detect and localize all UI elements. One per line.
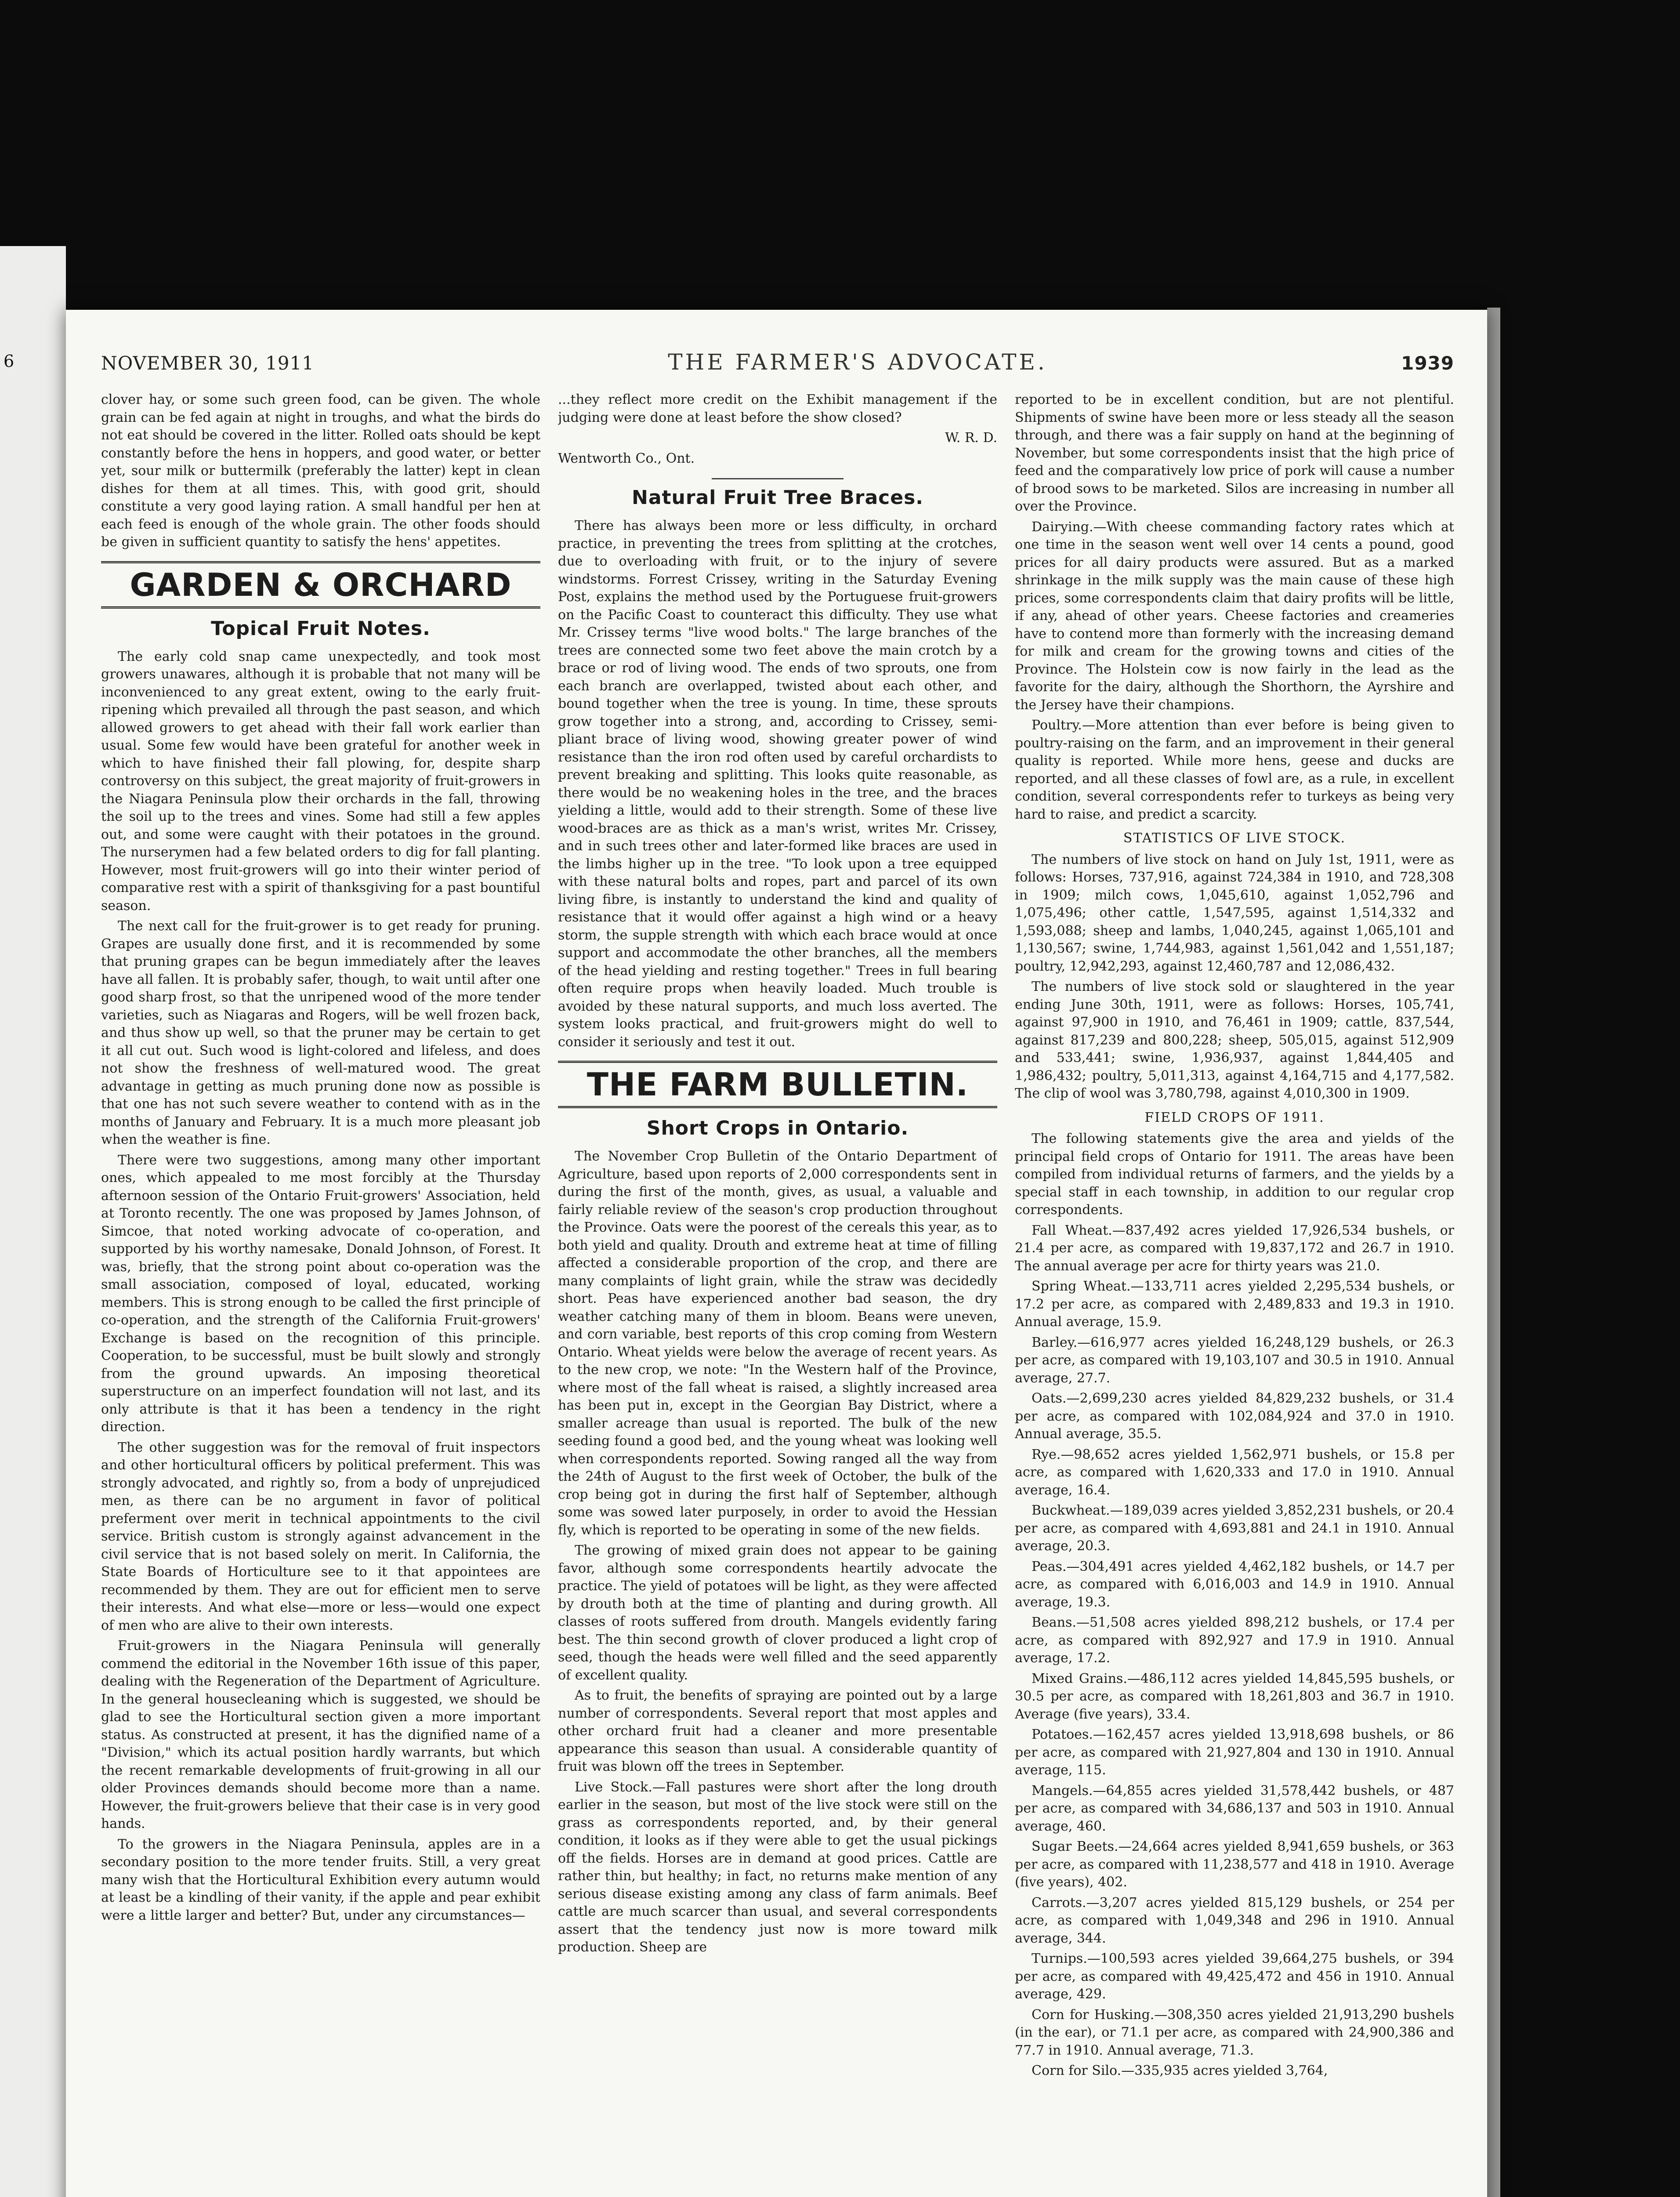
paragraph: Live Stock.—Fall pastures were short after the long drouth earlier in the season, but most of the live stock were still on the grass as correspondents reported, and, by their general condition, it looks as if they were able to get the usual pickings off the fields. Horses are in demand at good prices. Cattle are rather thin, but healthy; in fact, no returns make mention of any serious disease existing among any class of farm animals. Beef cattle are much scarcer than usual, and several correspondents assert that the tendency just now is more toward milk production. Sheep are [558,1779,997,1955]
article-title: Natural Fruit Tree Braces. [632,486,923,509]
section-heading: STATISTICS OF LIVE STOCK. [1123,830,1346,846]
paragraph: Poultry.—More attention than ever before is being given to poultry-raising on the farm, and an improvement in their general quality is reported. While more hens, geese and ducks are reported, and all these classes of fowl are, as a rule, in excellent condition, several correspondents refer to turkeys as being very hard to raise, and predict a scarcity. [1015,718,1454,822]
crop-entry: Turnips.—100,593 acres yielded 39,664,275 bushels, or 394 per acre, as compared with 49,425,472 and 456 in 1910. Annual average, 429. [1015,1951,1454,2002]
department-heading: GARDEN & ORCHARD [101,561,540,609]
paragraph: The next call for the fruit-grower is to get ready for pruning. Grapes are usually done first, and it is recommended by some that pruning grapes can be begun immediately after the leaves have all fallen. It is probably safer, though, to wait until after one good sharp frost, so that the unripened wood of the more tender varieties, such as Niagaras and Rogers, will be well frozen back, and thus show up well, so that the pruner may be certain to get it all cut out. Such wood is light-colored and lifeless, and does not show the freshness of well-matured wood. The great advantage in getting as much pruning done now as possible is that one has not such severe weather to contend with as in the months of January and February. It is a much more pleasant job when the weather is fine. [101,918,540,1147]
paragraph: ...they reflect more credit on the Exhibit management if the judging were done at least before the show closed? [558,392,997,425]
paragraph: Dairying.—With cheese commanding factory rates which at one time in the season went well over 14 cents a pound, good prices for all dairy products were assured. But as a marked shrinkage in the milk supply was the main cause of these high prices, some correspondents claim that dairy profits will be little, if any, ahead of other years. Cheese factories and creameries have to contend more than formerly with the increasing demand for milk and cream for the growing towns and cities of the Province. The Holstein cow is now fairly in the lead as the favorite for the dairy, although the Shorthorn, the Ayrshire and the Jersey have their champions. [1015,519,1454,713]
column-2 [558,391,997,2197]
crop-entry: Mangels.—64,855 acres yielded 31,578,442 bushels, or 487 per acre, as compared with 34,686,137 and 503 in 1910. Annual average, 460. [1015,1783,1454,1834]
divider [712,478,844,479]
signature-initials: W. R. D. [945,430,997,446]
paragraph: The other suggestion was for the removal of fruit inspectors and other horticultural officers by political preferment. This was strongly advocated, and rightly so, from a body of unprejudiced men, as there can be no argument in favor of political preferment over merit in technical appointments to the civil service. British custom is strongly against advancement in the civil service that is not based solely on merit. In California, the State Boards of Horticulture see to it that appointees are recommended by them. They are out for efficient men to serve their interests. And what else—more or less—would one expect of men who are alive to their own interests. [101,1439,540,1633]
paragraph: clover hay, or some such green food, can be given. The whole grain can be fed again at night in troughs, and what the birds do not eat should be covered in the litter. Rolled oats should be kept constantly before the hens in hoppers, and good water, or better yet, sour milk or buttermilk (preferably the latter) kept in clean dishes for them at all times. This, with good grit, should constitute a very good laying ration. A small handful per hen at each feed is enough of the whole grain. The other foods should be given in sufficient quantity to satisfy the hens' appetites. [101,392,540,550]
newspaper-page [66,310,1487,2197]
signature-place: Wentworth Co., Ont. [558,450,695,466]
previous-page-edge [0,246,66,2197]
article-title: Topical Fruit Notes. [211,617,431,640]
crop-entry: Corn for Silo.—335,935 acres yielded 3,764, [1032,2063,1328,2078]
crop-entry: Beans.—51,508 acres yielded 898,212 bushels, or 17.4 per acre, as compared with 892,927 and 17.9 in 1910. Annual average, 17.2. [1015,1615,1454,1666]
paragraph: The November Crop Bulletin of the Ontario Department of Agriculture, based upon reports of 2,000 correspondents sent in during the first of the month, gives, as usual, a valuable and fairly reliable review of the season's crop production throughout the Province. Oats were the poorest of the cereals this year, as to both yield and quality. Drouth and extreme heat at time of filling affected a considerable proportion of the crop, and there are many complaints of light grain, while the straw was decidedly short. Peas have experienced another bad season, the dry weather catching many of them in bloom. Beans were uneven, and corn variable, best reports of this crop coming from Western Ontario. Wheat yields were below the average of recent years. As to the new crop, we note: "In the Western half of the Province, where most of the fall wheat is raised, a slightly increased area has been put in, except in the Georgian Bay District, where a smaller acreage than usual is reported. The bulk of the new seeding found a good bed, and the young wheat was looking well when correspondents reported. Sowing ranged all the way from the 24th of August to the first week of October, the bulk of the crop being got in during the first half of September, although some was sowed later purposely, in order to avoid the Hessian fly, which is reported to be operating in some of the new fields. [558,1149,997,1538]
paragraph: To the growers in the Niagara Peninsula, apples are in a secondary position to the more tender fruits. Still, a very great many wish that the Horticultural Exhibition every autumn would at least be a kindling of their vanity, if the apple and pear exhibit were a little larger and better? But, under any circumstances— [101,1836,540,1923]
crop-entry: Buckwheat.—189,039 acres yielded 3,852,231 bushels, or 20.4 per acre, as compared with 4,693,881 and 24.1 in 1910. Annual average, 20.3. [1015,1503,1454,1554]
crop-entry: Corn for Husking.—308,350 acres yielded 21,913,290 bushels (in the ear), or 71.1 per acre, as compared with 24,900,386 and 77.7 in 1910. Annual average, 71.3. [1015,2007,1454,2058]
crop-entry: Potatoes.—162,457 acres yielded 13,918,698 bushels, or 86 per acre, as compared with 21,927,804 and 130 in 1910. Annual average, 115. [1015,1727,1454,1778]
crop-entry: Spring Wheat.—133,711 acres yielded 2,295,534 bushels, or 17.2 per acre, as compared with 2,489,833 and 19.3 in 1910. Annual average, 15.9. [1015,1279,1454,1330]
paragraph: The following statements give the area and yields of the principal field crops of Ontario for 1911. The areas have been compiled from individual returns of farmers, and the yields by a special staff in each township, in addition to our regular crop correspondents. [1015,1131,1454,1218]
section-heading: FIELD CROPS OF 1911. [1144,1109,1325,1125]
paragraph: The growing of mixed grain does not appear to be gaining favor, although some correspondents heartily advocate the practice. The yield of potatoes will be light, as they were affected by drouth both at the time of planting and during growth. All classes of roots suffered from drouth. Mangels evidently faring best. The thin second growth of clover produced a light crop of seed, though the heads were well filled and the seed apparently of excellent quality. [558,1543,997,1683]
paragraph: The early cold snap came unexpectedly, and took most growers unawares, although it is probable that not many will be inconvenienced to any great extent, owing to the early fruit-ripening which prevailed all through the past season, and which allowed growers to get ahead with their fall work earlier than usual. Some few would have been grateful for another week in which to have finished their fall plowing, for, despite sharp controversy on this subject, the great majority of fruit-growers in the Niagara Peninsula plow their orchards in the fall, throwing the soil up to the trees and vines. Some had still a few apples out, and some were caught with their potatoes in the ground. The nurserymen had a few belated orders to dig for fall planting. However, most fruit-growers will go into their winter period of comparative rest with a spirit of thanksgiving for a past bountiful season. [101,649,540,914]
crop-entry: Oats.—2,699,230 acres yielded 84,829,232 bushels, or 31.4 per acre, as compared with 102,084,924 and 37.0 in 1910. Annual average, 35.5. [1015,1391,1454,1442]
paragraph: There were two suggestions, among many other important ones, which appealed to me most forcibly at the Thursday afternoon session of the Ontario Fruit-growers' Association, held at Toronto recently. The one was proposed by James Johnson, of Simcoe, that noted working advocate of co-operation, and supported by his worthy namesake, Donald Johnson, of Forest. It was, briefly, that the strong point about co-operation was the small association, composed of loyal, educated, working members. This is strong enough to be called the first principle of co-operation, and the strength of the California Fruit-growers' Exchange is based on the recognition of this principle. Cooperation, to be successful, must be built slowly and strongly from the ground upwards. An imposing theoretical superstructure on an imperfect foundation will not last, and its only attribute is that it has been a tendency in the right direction. [101,1152,540,1435]
issue-date: NOVEMBER 30, 1911 [101,352,314,374]
crop-entry: Fall Wheat.—837,492 acres yielded 17,926,534 bushels, or 21.4 per acre, as compared with 19,837,172 and 26.7 in 1910. The annual average per acre for thirty years was 21.0. [1015,1222,1454,1274]
column-1 [101,391,540,2197]
crop-entry: Carrots.—3,207 acres yielded 815,129 bushels, or 254 per acre, as compared with 1,049,348 and 296 in 1910. Annual average, 344. [1015,1895,1454,1946]
page-header [101,349,1454,380]
paragraph: The numbers of live stock sold or slaughtered in the year ending June 30th, 1911, were as follows: Horses, 105,741, against 97,900 in 1910, and 76,461 in 1909; cattle, 837,544, against 817,239 and 800,228; sheep, 505,015, against 512,909 and 533,441; swine, 1,936,937, against 1,844,405 and 1,986,432; poultry, 5,011,313, against 4,164,715 and 4,177,582. The clip of wool was 3,780,798, against 4,010,300 in 1909. [1015,979,1454,1101]
masthead: THE FARMER'S ADVOCATE. [668,349,1047,375]
previous-page-number: 6 [4,352,14,371]
paragraph: The numbers of live stock on hand on July 1st, 1911, were as follows: Horses, 737,916, against 724,384 in 1910, and 728,308 in 1909; milch cows, 1,045,610, against 1,052,796 and 1,075,496; other cattle, 1,547,595, against 1,514,332 and 1,593,088; sheep and lambs, 1,040,245, against 1,065,101 and 1,130,567; swine, 1,744,983, against 1,561,042 and 1,551,187; poultry, 12,942,293, against 12,460,787 and 12,086,432. [1015,852,1454,974]
crop-entry: Barley.—616,977 acres yielded 16,248,129 bushels, or 26.3 per acre, as compared with 19,103,107 and 30.5 in 1910. Annual average, 27.7. [1015,1334,1454,1386]
article-title: Short Crops in Ontario. [646,1117,909,1139]
page-number: 1939 [1401,352,1454,374]
crop-entry: Rye.—98,652 acres yielded 1,562,971 bushels, or 15.8 per acre, as compared with 1,620,333 and 17.0 in 1910. Annual average, 16.4. [1015,1447,1454,1498]
crop-entry: Peas.—304,491 acres yielded 4,462,182 bushels, or 14.7 per acre, as compared with 6,016,003 and 14.9 in 1910. Annual average, 19.3. [1015,1559,1454,1610]
column-3 [1015,391,1454,2197]
paragraph: As to fruit, the benefits of spraying are pointed out by a large number of correspondents. Several report that most apples and other orchard fruit had a cleaner and more presentable appearance this season than usual. A considerable quantity of fruit was blown off the trees in September. [558,1688,997,1774]
crop-entry: Mixed Grains.—486,112 acres yielded 14,845,595 bushels, or 30.5 per acre, as compared with 18,261,803 and 36.7 in 1910. Average (five years), 33.4. [1015,1671,1454,1722]
department-heading: THE FARM BULLETIN. [558,1061,997,1108]
paragraph: reported to be in excellent condition, but are not plentiful. Shipments of swine have been more or less steady all the season through, and there was a fair supply on hand at the beginning of November, but some correspondents insist that the high price of feed and the comparatively low price of pork will cause a number of brood sows to be marketed. Silos are increasing in number all over the Province. [1015,392,1454,514]
paragraph: There has always been more or less difficulty, in orchard practice, in preventing the trees from splitting at the crotches, due to overloading with fruit, or to the injury of severe windstorms. Forrest Crissey, writing in the Saturday Evening Post, explains the method used by the Portuguese fruit-growers on the Pacific Coast to counteract this difficulty. They use what Mr. Crissey terms "live wood bolts." The large branches of the trees are connected some two feet above the main crotch by a brace or rod of living wood. The ends of two sprouts, one from each branch are overlapped, twisted about each other, and bound together when the tree is young. In time, these sprouts grow together into a strong, and, according to Crissey, semi-pliant brace of living wood, showing greater power of wind resistance than the iron rod often used by careful orchardists to prevent breaking and splitting. This looks quite reasonable, as there would be no weakening holes in the tree, and the braces yielding a little, would add to their strength. Some of these live wood-braces are as thick as a man's wrist, writes Mr. Crissey, and in such trees other and later-formed like braces are used in the limbs higher up in the tree. "To look upon a tree equipped with these natural bolts and ropes, part and parcel of its own living fibre, is instantly to understand the kind and quality of resistance that it would offer against a high wind or a heavy storm, the supple strength with which each brace would at once support and accommodate the other branches, all the members of the head yielding and resting together." Trees in full bearing often require props when heavily loaded. Much trouble is avoided by these natural supports, and much loss averted. The system looks practical, and fruit-growers might do well to consider it seriously and test it out. [558,518,997,1050]
crop-entry: Sugar Beets.—24,664 acres yielded 8,941,659 bushels, or 363 per acre, as compared with 11,238,577 and 418 in 1910. Average (five years), 402. [1015,1839,1454,1890]
paragraph: Fruit-growers in the Niagara Peninsula will generally commend the editorial in the November 16th issue of this paper, dealing with the Regeneration of the Department of Agriculture. In the general housecleaning which is suggested, we should be glad to see the Horticultural section given a more important status. As constructed at present, it has the dignified name of a "Division," which its actual position hardly warrants, but which the recent remarkable developments of fruit-growing in all our older Provinces demands should become more than a name. However, the fruit-growers believe that their case is in very good hands. [101,1638,540,1831]
page-edge-strip [1487,308,1500,2197]
